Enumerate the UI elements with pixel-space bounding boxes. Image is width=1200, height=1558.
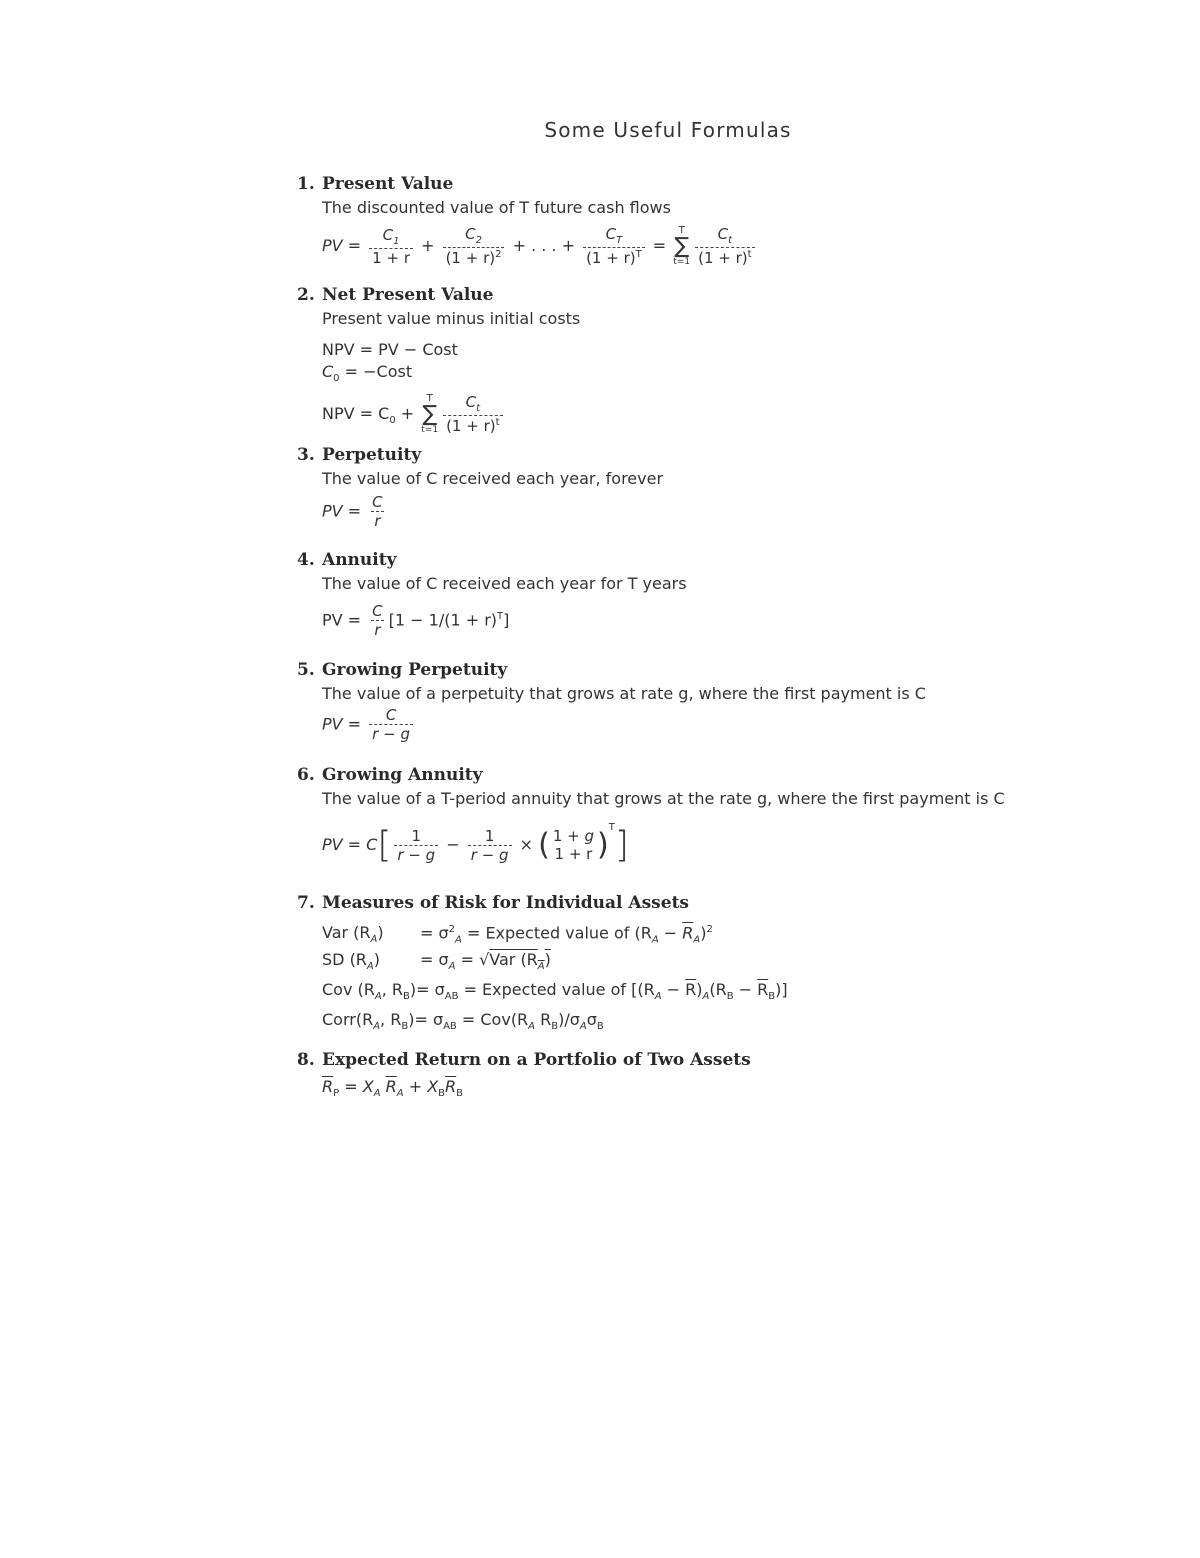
section-heading: Measures of Risk for Individual Assets	[322, 893, 689, 913]
formula-pv: PV = $\frac{C_1}{1 + r}$ + $\frac{C_2}{(1 + r)^2}$ + . . . + $\frac{C_T}{(1 + r)^T}$ = T ∑ t=1 $\frac{C_t}{(1 + r)^t}$	[322, 226, 1177, 267]
section-number: 7.	[297, 893, 315, 913]
formula-annuity: PV = $\frac{C}{r}$ $[1 - 1/(1 + r)^T]$	[322, 602, 510, 639]
section-number: 2.	[297, 285, 315, 305]
section-present-value	[297, 172, 1177, 267]
formula-npv: NPV = PV − Cost	[322, 340, 458, 359]
formula-covariance: Cov ($R_A$, $R_B)= \sigma_{AB}$ = Expected value of $[(R_A - \overline{R})_A(R_B - \overline{R}_B)]$	[322, 980, 788, 1003]
formula-npv-sum: NPV = $C_0$ + T ∑ t=1 $\frac{C_t}{(1 + r)^t}$	[322, 394, 1177, 435]
formula-c0: $C_0$ = −Cost	[322, 362, 413, 385]
section-heading: Growing Perpetuity	[322, 660, 508, 680]
section-heading: Present Value	[322, 174, 454, 194]
section-number: 5.	[297, 660, 315, 680]
section-description: Present value minus initial costs	[322, 309, 581, 328]
section-net-present-value	[297, 283, 1177, 435]
section-expected-return	[297, 1048, 1177, 1105]
section-heading: Annuity	[322, 550, 397, 570]
formula-growing-perpetuity: PV = $\frac{C}{r - g}$	[322, 708, 1177, 742]
formula-sd: SD $(R_A) = \sigma_A = √Var$ $(R_A)$	[322, 950, 551, 973]
section-number: 3.	[297, 445, 315, 465]
section-heading: Expected Return on a Portfolio of Two Assets	[322, 1050, 751, 1070]
section-growing-perpetuity	[297, 658, 1177, 742]
section-risk-measures	[297, 891, 1177, 1035]
section-number: 1.	[297, 174, 315, 194]
section-number: 4.	[297, 550, 315, 570]
section-growing-annuity	[297, 763, 1177, 866]
section-description: The value of C received each year for T years	[322, 574, 687, 593]
section-heading: Growing Annuity	[322, 765, 483, 785]
section-description: The value of C received each year, forever	[322, 469, 664, 488]
formula-variance: Var $(R_A) = \sigma^2_A$ = Expected value of $(R_A - \overline{R}_A)^2$	[322, 923, 713, 946]
formula-portfolio-return: $\overline{R}_P = X_A$ $\overline{R}_A + X_B\overline{R}_B$	[322, 1077, 464, 1100]
page-title: Some Useful Formulas	[544, 118, 792, 142]
section-annuity	[297, 548, 1177, 638]
section-description: The value of a perpetuity that grows at rate g, where the first payment is C	[322, 684, 926, 703]
section-number: 6.	[297, 765, 315, 785]
formula-perpetuity: PV = $\frac{C}{r}$	[322, 493, 383, 530]
section-perpetuity	[297, 443, 1177, 529]
section-number: 8.	[297, 1050, 315, 1070]
section-heading: Net Present Value	[322, 285, 494, 305]
formula-correlation: $Corr(R_A$, $R_B)= \sigma_{AB} = Cov(R_A$ $R_B)/\sigma_A\sigma_B$	[322, 1010, 604, 1033]
section-description: The value of a T-period annuity that grows at the rate g, where the first payment is C	[322, 789, 1005, 808]
formula-growing-annuity: PV = C[ $\frac{1}{r - g}$ − $\frac{1}{r - g}$ × ( 1 + g 1 + r )$^T$]	[322, 822, 629, 866]
section-heading: Perpetuity	[322, 445, 422, 465]
section-description: The discounted value of T future cash flows	[322, 198, 671, 217]
